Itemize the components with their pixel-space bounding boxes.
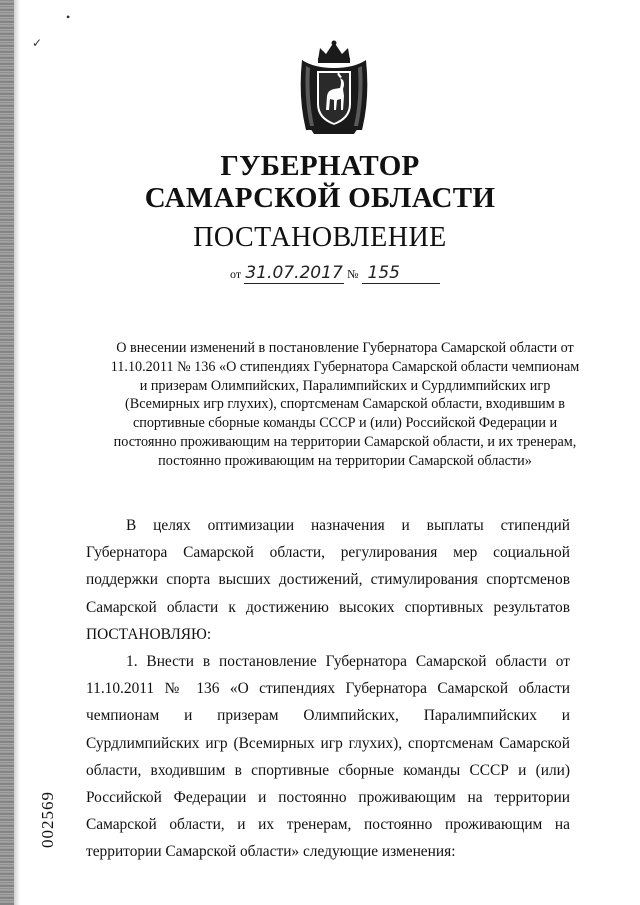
body-paragraph: 1. Внести в постановление Губернатора Самарской области от 11.10.2011 № 136 «О стипендиях Губернатора Самарской области чемпионам и призерам Олимпийских, Паралимпийских и Сурдлимпийских игр (Всемирных игр глухих), спортсменам Самарской области, входившим в спортивные сборные команды СССР и (или) Российской Федерации и постоянно проживающим на территории Самарской области, и их тренерам, постоянно проживающим на территории Самарской области» следующие изменения: bbox=[86, 653, 570, 861]
document-body bbox=[86, 512, 570, 866]
registration-stamp-number: 002569 bbox=[38, 791, 57, 848]
coat-of-arms-icon bbox=[296, 38, 372, 138]
number-label: № bbox=[347, 267, 359, 281]
from-label: от bbox=[230, 267, 242, 281]
issuer-title-line2: САМАРСКОЙ ОБЛАСТИ bbox=[144, 182, 496, 214]
issuer-title-line1: ГУБЕРНАТОР bbox=[220, 150, 420, 182]
margin-mark: • bbox=[66, 10, 71, 24]
issuer-title bbox=[0, 150, 640, 214]
handwritten-number: 155 bbox=[367, 263, 400, 283]
body-paragraph: В целях оптимизации назначения и выплаты стипендий Губернатора Самарской области, регулирования мер социальной поддержки спорта высших достижений, стимулирования спортсменов Самарской области к достижению высоких спортивных результатов ПОСТАНОВЛЯЮ: bbox=[86, 517, 570, 643]
date-number-row bbox=[230, 263, 440, 284]
scan-edge-shadow bbox=[14, 0, 20, 905]
margin-check-mark: ✓ bbox=[32, 36, 43, 50]
document-subject: О внесении изменений в постановление Губернатора Самарской области от 11.10.2011 № 136 «О стипендиях Губернатора Самарской области чемпионам и призерам Олимпийских, Паралимпийских и Сурдлимпийских игр (Всемирных игр глухих), спортсменам Самарской области, входившим в спортивные сборные команды СССР и (или) Российской Федерации и постоянно проживающим на территории Самарской области, и их тренерам, постоянно проживающим на территории Самарской области» bbox=[110, 340, 580, 469]
scan-edge bbox=[0, 0, 14, 905]
handwritten-date: 31.07.2017 bbox=[245, 263, 343, 283]
document-type: ПОСТАНОВЛЕНИЕ bbox=[193, 222, 447, 253]
